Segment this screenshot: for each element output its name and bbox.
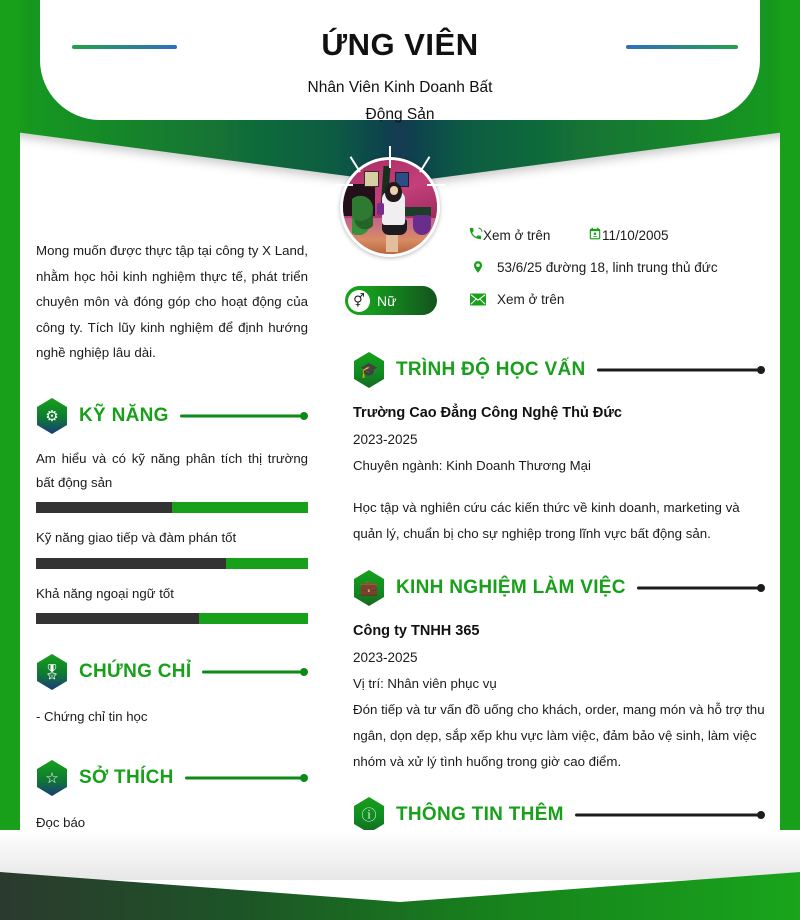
- section-rule: [185, 777, 308, 780]
- section-rule: [202, 671, 308, 674]
- skill-item: [36, 582, 308, 624]
- experience-company: Công ty TNHH 365: [353, 622, 480, 639]
- experience-position: Vị trí: Nhân viên phục vụ: [353, 675, 497, 691]
- gender-label: Nữ: [377, 292, 397, 309]
- contact-phone-value: Xem ở trên: [483, 227, 551, 243]
- right-edge-band: [780, 0, 800, 920]
- briefcase-icon: 💼: [353, 570, 385, 606]
- skill-item: [36, 526, 308, 568]
- list-item: Đọc báo: [36, 815, 86, 830]
- star-icon: ☆: [36, 760, 68, 796]
- experience-description: Đón tiếp và tư vấn đồ uống cho khách, order, mang món và hỗ trợ thu ngân, dọn dẹp, sắp xếp khu vực làm việc, đảm bảo vệ sinh, làm việc nhóm và xử lý tình huống trong giờ cao điểm.: [353, 701, 765, 769]
- header-subtitle-line1: Nhân Viên Kinh Doanh Bất: [307, 79, 493, 97]
- education-major: Chuyên ngành: Kinh Doanh Thương Mại: [353, 458, 591, 473]
- page-title: ỨNG VIÊN: [321, 27, 479, 62]
- section-title-certificates: CHỨNG CHỈ: [79, 661, 192, 683]
- contact-birthday: [588, 226, 669, 244]
- header-text-block: [0, 0, 800, 127]
- section-rule: [597, 369, 765, 372]
- section-header-additional: [353, 797, 765, 833]
- envelope-icon: [468, 290, 488, 308]
- avatar-container: [337, 150, 443, 272]
- skill-progress-bar: [36, 613, 308, 624]
- section-title-hobbies: SỞ THÍCH: [79, 767, 174, 788]
- contact-email: [468, 290, 788, 308]
- skill-name: Khả năng ngoại ngữ tốt: [36, 585, 174, 601]
- contact-row: [468, 226, 788, 244]
- footer-shape: [0, 830, 800, 920]
- section-title-skills: KỸ NĂNG: [79, 404, 169, 426]
- section-title-education: TRÌNH ĐỘ HỌC VẤN: [396, 359, 586, 380]
- contact-address-value: 53/6/25 đường 18, linh trung thủ đức: [497, 259, 718, 275]
- section-rule: [575, 813, 765, 816]
- section-title-experience: KINH NGHIỆM LÀM VIỆC: [396, 576, 626, 598]
- contact-email-value: Xem ở trên: [497, 291, 565, 307]
- award-ribbon-icon: 🎖: [36, 654, 68, 690]
- footer-banner: [0, 830, 800, 920]
- skill-progress-fill: [36, 502, 172, 513]
- skill-progress-fill: [36, 613, 199, 624]
- section-header-hobbies: [36, 760, 308, 796]
- right-column: [353, 352, 765, 878]
- section-rule: [180, 414, 308, 417]
- education-school: Trường Cao Đẳng Công Nghệ Thủ Đức: [353, 405, 622, 421]
- left-column: [36, 238, 308, 861]
- certificates-list: [36, 704, 308, 730]
- section-header-experience: [353, 570, 765, 606]
- section-title-additional: THÔNG TIN THÊM: [396, 803, 564, 825]
- skill-progress-bar: [36, 558, 308, 569]
- avatar-ray: [389, 146, 391, 168]
- skills-list: [36, 447, 308, 625]
- gender-badge: [345, 286, 437, 315]
- objective-text: Mong muốn được thực tập tại công ty X Land, nhằm học hỏi kinh nghiệm thực tế, phát triển chuyên môn và đóng góp cho hoạt động của công ty. Tích lũy kinh nghiệm để định hướng nghề nghiệp lâu dài.: [36, 243, 308, 361]
- skill-progress-fill: [36, 558, 226, 569]
- skill-name: Kỹ năng giao tiếp và đàm phán tốt: [36, 530, 237, 546]
- avatar: [340, 157, 440, 257]
- contact-block: [468, 226, 788, 322]
- skill-progress-bar: [36, 502, 308, 513]
- contact-birthday-value: 11/10/2005: [602, 227, 669, 243]
- section-header-education: [353, 352, 765, 388]
- gender-symbol-icon: ⚥: [348, 290, 370, 312]
- calendar-id-icon: [588, 226, 602, 244]
- profile-photo: [343, 160, 437, 254]
- header-subtitle-line2: Động Sản: [365, 106, 435, 124]
- list-item: - Chứng chỉ tin học: [36, 709, 148, 725]
- graduation-cap-icon: 🎓: [353, 352, 385, 388]
- skill-name: Am hiểu và có kỹ năng phân tích thị trường bất động sản: [36, 450, 308, 490]
- info-circle-icon: ⓘ: [353, 797, 385, 833]
- contact-phone: [468, 226, 588, 244]
- skill-item: [36, 447, 308, 514]
- location-pin-icon: [468, 258, 488, 276]
- avatar-ray: [427, 184, 445, 186]
- education-years: 2023-2025: [353, 432, 418, 447]
- education-description: Học tập và nghiên cứu các kiến thức về kinh doanh, marketing và quản lý, chuẩn bị cho sự nghiệp trong lĩnh vực bất động sản.: [353, 500, 740, 541]
- section-rule: [637, 586, 765, 589]
- contact-address: [468, 258, 788, 276]
- left-edge-band: [0, 0, 20, 920]
- avatar-ray: [335, 184, 353, 186]
- section-header-skills: [36, 398, 308, 434]
- gear-icon: ⚙: [36, 398, 68, 434]
- section-header-certificates: [36, 654, 308, 690]
- phone-icon: [468, 226, 483, 244]
- experience-years: 2023-2025: [353, 649, 418, 665]
